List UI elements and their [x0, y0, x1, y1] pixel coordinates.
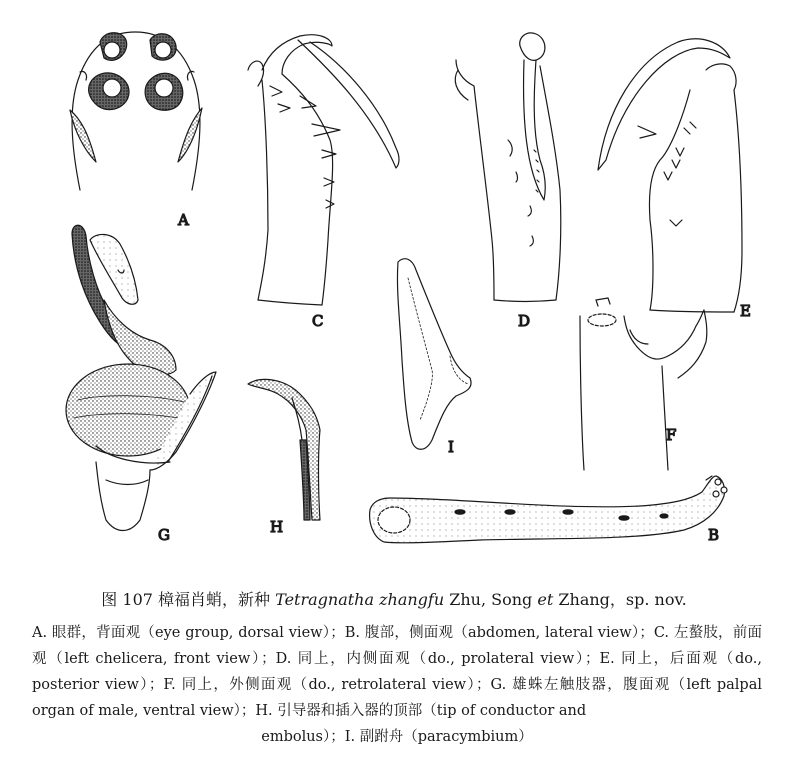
species-authors-et: et	[537, 590, 554, 609]
panel-f-chelicera-retrolateral-drawing	[580, 298, 707, 470]
legend-item-a: A. 眼群，背面观（eye group, dorsal view）；	[32, 625, 345, 641]
figure-legend	[32, 620, 762, 750]
panel-e-chelicera-posterior-drawing	[598, 39, 742, 312]
legend-item-f: F. 同上，外侧面观（do., retrolateral view）；	[163, 677, 491, 693]
panel-c-chelicera-front-drawing	[248, 35, 399, 305]
species-chinese-name: 樟福肖蛸，新种	[158, 590, 271, 609]
panel-label-a: A	[178, 211, 189, 229]
species-scientific-name: Tetragnatha zhangfu	[275, 590, 445, 609]
legend-item-e: E. 同上，后面观（do., posterior view）；	[32, 651, 762, 693]
figure-number: 图 107	[101, 590, 153, 609]
panel-label-c: C	[312, 312, 324, 330]
legend-item-h-i: embolus）；I. 副跗舟（paracymbium）	[261, 729, 533, 745]
panel-label-e: E	[740, 302, 751, 320]
panel-d-chelicera-prolateral-drawing	[455, 33, 561, 302]
species-authors-first: Zhu, Song	[449, 590, 533, 609]
panel-label-g: G	[158, 526, 170, 544]
panel-label-f: F	[666, 426, 677, 444]
legend-item-c: C. 左螯肢，前面观（left chelicera, front view）；	[32, 625, 763, 667]
panel-b-abdomen-drawing	[370, 476, 727, 543]
panel-g-palpal-organ-drawing	[66, 225, 216, 530]
panel-label-h: H	[270, 518, 284, 536]
panel-h-conductor-embolus-tip-drawing	[248, 379, 320, 520]
legend-item-h: H. 引导器和插入器的顶部（tip of conductor and	[255, 703, 587, 719]
species-authors-last: Zhang，sp. nov.	[558, 590, 687, 609]
panel-a-eye-group-drawing	[70, 32, 202, 190]
panel-label-d: D	[518, 312, 531, 330]
legend-item-d: D. 同上，内侧面观（do., prolateral view）；	[275, 651, 600, 667]
panel-label-i: I	[448, 438, 454, 456]
legend-item-b: B. 腹部，侧面观（abdomen, lateral view）；	[344, 625, 654, 641]
panel-label-b: B	[708, 526, 720, 544]
legend-item-g: G. 雄蛛左触肢器，腹面观（left palpal organ of male, ventral view）；	[32, 677, 762, 719]
panel-i-paracymbium-drawing	[397, 259, 471, 450]
figure-caption-title	[0, 589, 788, 611]
